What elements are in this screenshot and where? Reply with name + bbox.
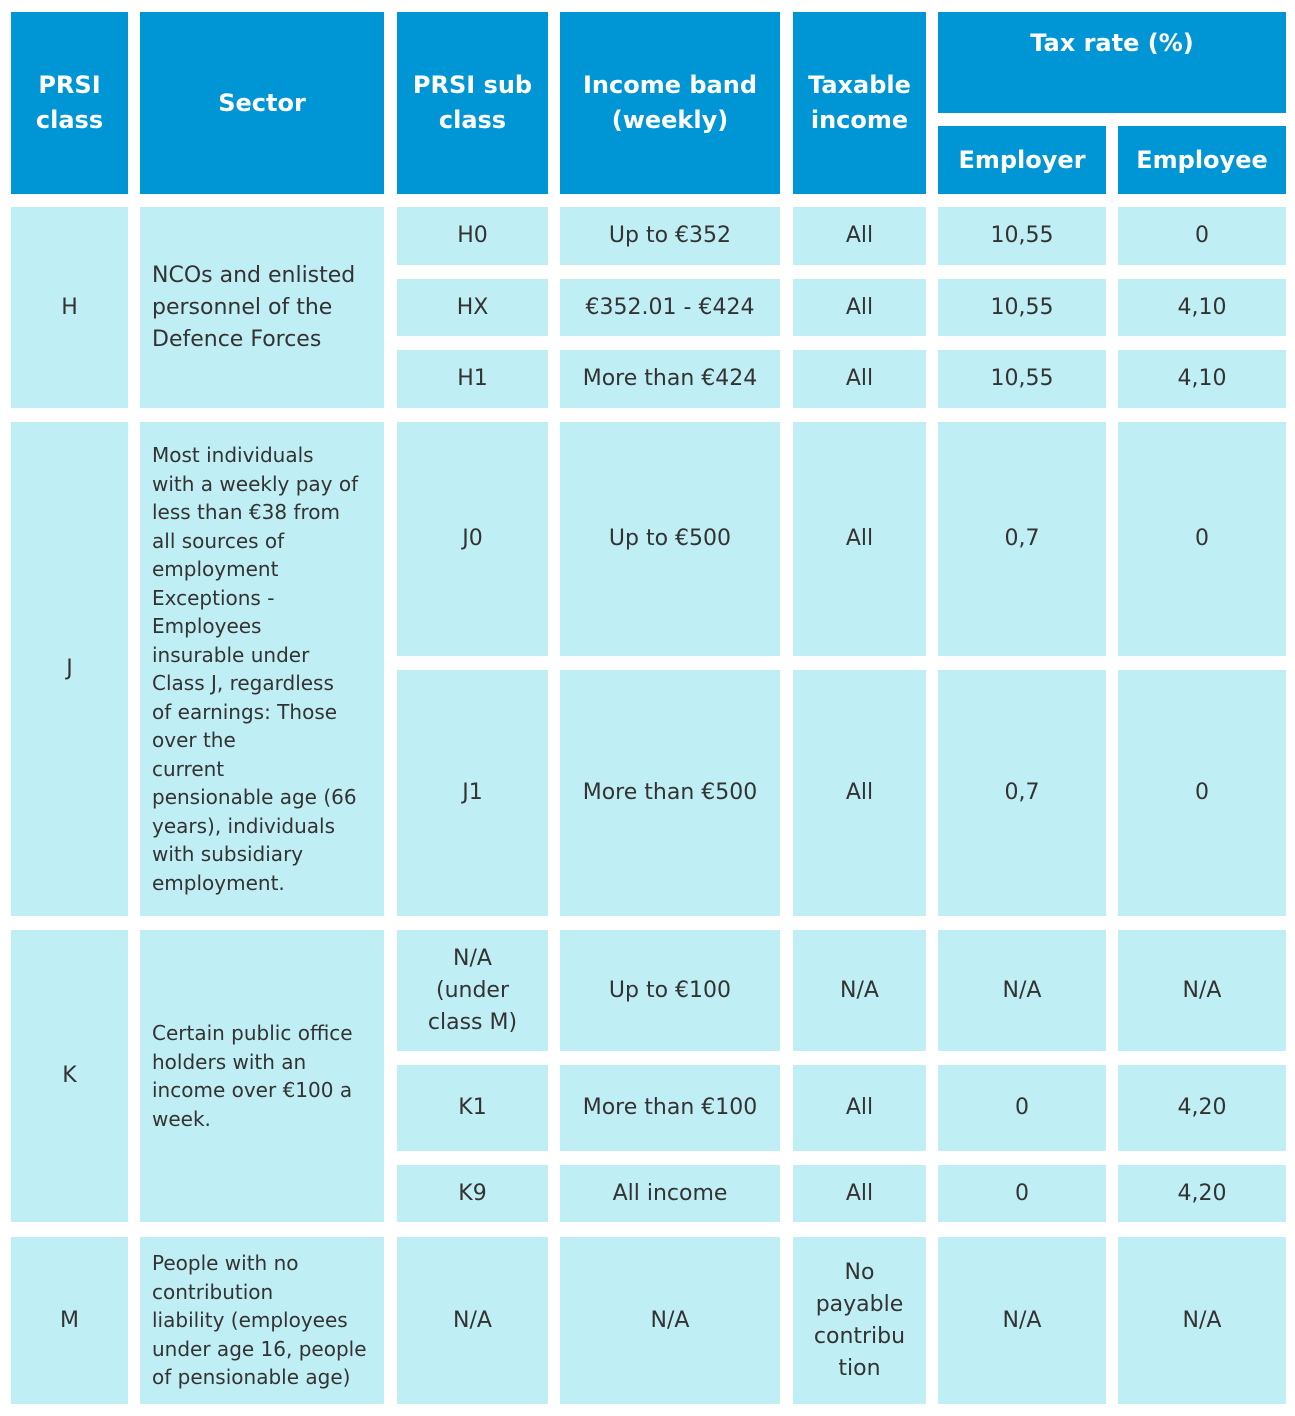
taxable-income-cell: All xyxy=(793,350,926,408)
header-sector: Sector xyxy=(140,12,384,194)
sector-cell: Certain public office holders with an income over €100 a week. xyxy=(140,930,384,1222)
employee-rate-cell: 4,20 xyxy=(1118,1165,1286,1222)
employee-rate-cell: 4,20 xyxy=(1118,1065,1286,1151)
header-tax-rate: Tax rate (%) xyxy=(938,12,1286,113)
taxable-income-cell: All xyxy=(793,207,926,265)
class-cell: M xyxy=(11,1237,128,1404)
sector-cell: NCOs and enlisted personnel of the Defence Forces xyxy=(140,207,384,408)
taxable-income-cell: All xyxy=(793,670,926,916)
header-income-band: Income band (weekly) xyxy=(560,12,780,194)
taxable-income-cell: All xyxy=(793,1165,926,1222)
employee-rate-cell: 0 xyxy=(1118,422,1286,656)
income-band-cell: Up to €352 xyxy=(560,207,780,265)
sub-class-cell: H1 xyxy=(397,350,548,408)
employee-rate-cell: 4,10 xyxy=(1118,350,1286,408)
taxable-income-cell: All xyxy=(793,422,926,656)
employer-rate-cell: 10,55 xyxy=(938,279,1106,336)
taxable-income-cell: N/A xyxy=(793,930,926,1051)
employer-rate-cell: 0 xyxy=(938,1065,1106,1151)
taxable-income-cell: All xyxy=(793,279,926,336)
class-cell: K xyxy=(11,930,128,1222)
employee-rate-cell: N/A xyxy=(1118,1237,1286,1404)
income-band-cell: Up to €500 xyxy=(560,422,780,656)
header-prsi-class: PRSI class xyxy=(11,12,128,194)
sub-class-cell: HX xyxy=(397,279,548,336)
employer-rate-cell: 0,7 xyxy=(938,670,1106,916)
employer-rate-cell: 10,55 xyxy=(938,350,1106,408)
class-cell: J xyxy=(11,422,128,916)
income-band-cell: Up to €100 xyxy=(560,930,780,1051)
employer-rate-cell: N/A xyxy=(938,1237,1106,1404)
sub-class-cell: K1 xyxy=(397,1065,548,1151)
employer-rate-cell: 0 xyxy=(938,1165,1106,1222)
sub-class-cell: J0 xyxy=(397,422,548,656)
class-cell: H xyxy=(11,207,128,408)
income-band-cell: €352.01 - €424 xyxy=(560,279,780,336)
header-taxable-income: Taxable income xyxy=(793,12,926,194)
employee-rate-cell: 4,10 xyxy=(1118,279,1286,336)
income-band-cell: More than €100 xyxy=(560,1065,780,1151)
employee-rate-cell: N/A xyxy=(1118,930,1286,1051)
employee-rate-cell: 0 xyxy=(1118,207,1286,265)
income-band-cell: N/A xyxy=(560,1237,780,1404)
employer-rate-cell: 10,55 xyxy=(938,207,1106,265)
header-sub-class: PRSI sub class xyxy=(397,12,548,194)
sub-class-cell: N/A xyxy=(397,1237,548,1404)
header-employer: Employer xyxy=(938,126,1106,194)
header-employee: Employee xyxy=(1118,126,1286,194)
sub-class-cell: K9 xyxy=(397,1165,548,1222)
sub-class-cell: N/A (under class M) xyxy=(397,930,548,1051)
income-band-cell: More than €500 xyxy=(560,670,780,916)
sector-cell: Most individuals with a weekly pay of less than €38 from all sources of employment Exceptions - Employees insurable under Class J, regardless of earnings: Those over the current pensionable age (66 years), individuals with subsidiary employment. xyxy=(140,422,384,916)
income-band-cell: All income xyxy=(560,1165,780,1222)
employer-rate-cell: 0,7 xyxy=(938,422,1106,656)
income-band-cell: More than €424 xyxy=(560,350,780,408)
sub-class-cell: H0 xyxy=(397,207,548,265)
taxable-income-cell: No payable contribu tion xyxy=(793,1237,926,1404)
employee-rate-cell: 0 xyxy=(1118,670,1286,916)
employer-rate-cell: N/A xyxy=(938,930,1106,1051)
taxable-income-cell: All xyxy=(793,1065,926,1151)
sector-cell: People with no contribution liability (employees under age 16, people of pensionable age) xyxy=(140,1237,384,1404)
sub-class-cell: J1 xyxy=(397,670,548,916)
